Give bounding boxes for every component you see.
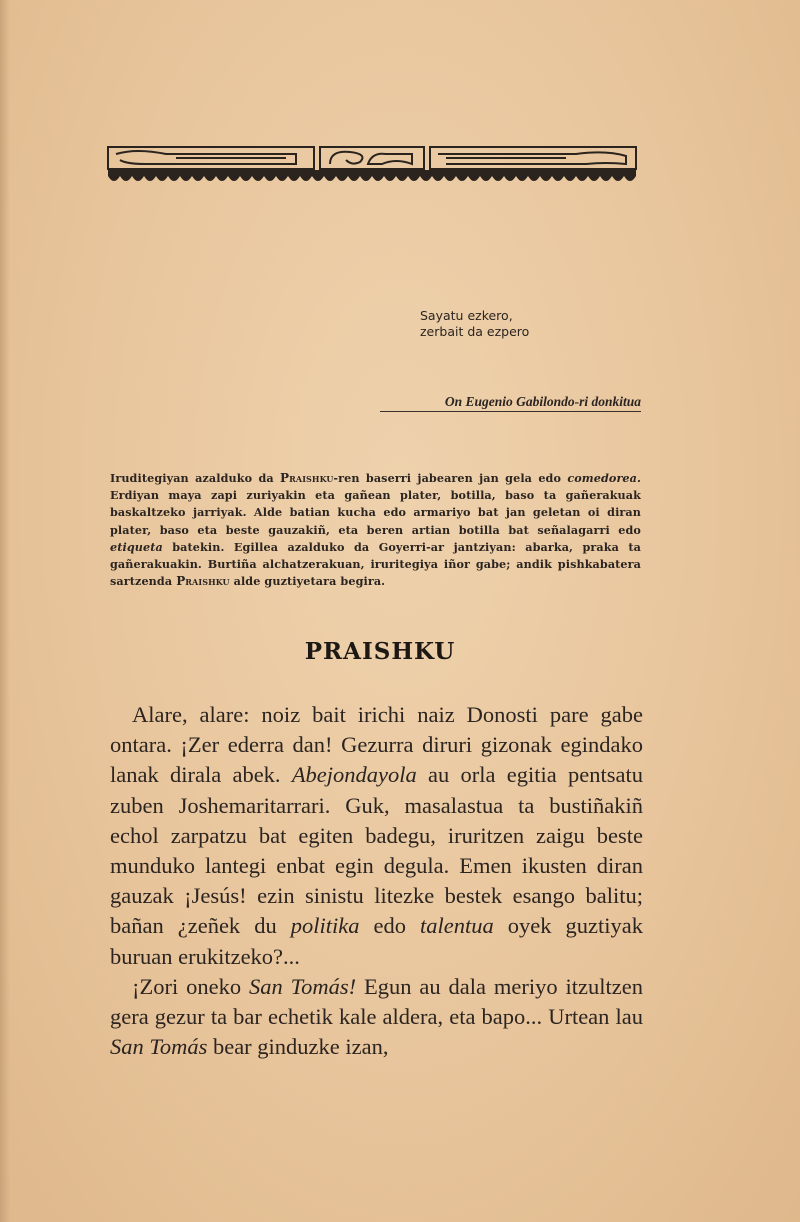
epigraph-line: zerbait da ezpero xyxy=(420,324,530,339)
dialogue-body xyxy=(110,700,643,1062)
decorative-header-ornament xyxy=(106,144,640,188)
dedication: On Eugenio Gabilondo-ri donkitua xyxy=(380,394,641,412)
character-name: Praishku xyxy=(176,574,230,589)
stage-italic: etiqueta xyxy=(110,539,163,554)
dialogue-italic: talentua xyxy=(420,913,494,939)
stage-text: Iruditegiyan azalduko da xyxy=(110,471,281,485)
stage-text: Erdiyan maya zapi zuriyakin eta gañean plater, botilla, baso ta gañerakuak baskaltzeko jarriyak. Alde batian kucha edo armariyo bat jan geletan oi diran plater, baso eta beste gauzakiñ, eta beren artian botilla bat señalagarri edo xyxy=(110,488,641,537)
page-edge-shadow xyxy=(0,0,10,1222)
stage-text: batekin. Egillea azalduko da Goyerri-ar jantziyan: abarka, praka ta gañerakuakin. Burtiña alchatzerakuan, iruritegiya iñor gabe; andik pishkabatera sartzenda xyxy=(110,539,641,589)
dialogue-text: au orla egitia pentsatu zuben Joshemaritarrari. Guk, masalastua ta bustiñakiñ echol zarpatzu bat egiten badegu, iruritzen zaigu beste munduko lantegi enbat egin degula. Emen ikusten diran gauzak ¡Jesús! ezin sinistu litezke bestek esango balitu; bañan ¿zeñek du xyxy=(110,762,643,939)
dialogue-text: ¡Zori oneko xyxy=(132,973,250,999)
stage-direction xyxy=(110,470,641,590)
dialogue-italic: politika xyxy=(290,913,360,939)
dialogue-paragraph xyxy=(110,700,643,972)
dialogue-paragraph xyxy=(110,972,643,1063)
dialogue-text: bear ginduzke izan, xyxy=(207,1034,389,1060)
character-name: Praishku xyxy=(280,471,334,485)
dialogue-text: oyek guztiyak buruan erukitzeko?... xyxy=(110,913,643,969)
epigraph xyxy=(420,308,586,340)
epigraph-line: Sayatu ezkero, xyxy=(420,308,513,323)
dialogue-italic: San Tomás! xyxy=(249,973,357,999)
stage-text: alde guztiyetara begira. xyxy=(229,574,386,589)
dialogue-text: edo xyxy=(359,913,420,939)
dialogue-text: Alare, alare: noiz bait irichi naiz Donosti pare gabe ontara. ¡Zer ederra dan! Gezurra diruri gizonak egindako lanak dirala abek. xyxy=(110,702,643,788)
character-heading: PRAISHKU xyxy=(304,638,456,665)
stage-text: -ren baserri jabearen jan gela edo xyxy=(333,471,568,485)
stage-italic: comedorea. xyxy=(567,471,641,485)
dialogue-text: Egun au dala meriyo itzultzen gera gezur ta bar echetik kale aldera, eta bapo... Urtean lau xyxy=(110,973,643,1030)
dialogue-italic: San Tomás xyxy=(110,1034,208,1060)
dialogue-italic: Abejondayola xyxy=(291,762,417,788)
